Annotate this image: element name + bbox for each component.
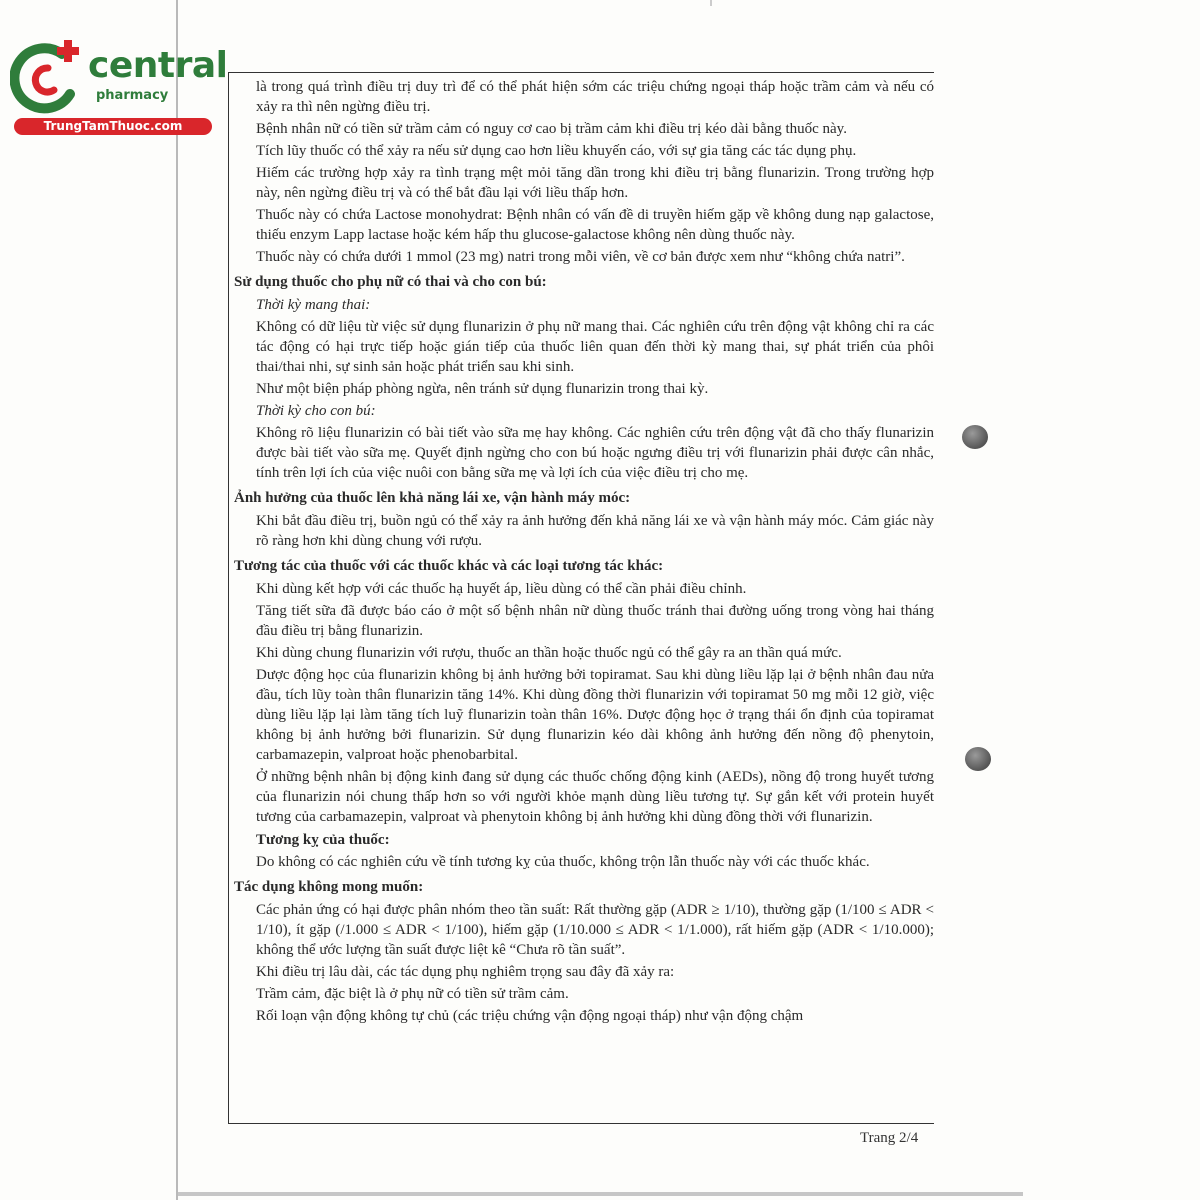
paragraph: Không có dữ liệu từ việc sử dụng flunarizin ở phụ nữ mang thai. Các nghiên cứu trên động vật không chỉ ra các tác động có hại trực tiếp hoặc gián tiếp của thuốc liên quan đến thời kỳ mang thai, sự phát triển của phôi thai/thai nhi, sự sinh sản hoặc phát triển sau khi sinh. <box>256 319 934 375</box>
paragraph: Khi dùng kết hợp với các thuốc hạ huyết áp, liều dùng có thể cần phải điều chỉnh. <box>256 581 747 597</box>
paragraph: Tích lũy thuốc có thể xảy ra nếu sử dụng cao hơn liều khuyến cáo, với sự gia tăng các tác dụng phụ. <box>256 143 857 159</box>
paragraph: Khi dùng chung flunarizin với rượu, thuốc an thần hoặc thuốc ngủ có thể gây ra an thần quá mức. <box>256 645 842 661</box>
binder-edge <box>176 0 178 1200</box>
paragraph: là trong quá trình điều trị duy trì để có thể phát hiện sớm các triệu chứng ngoại tháp hoặc trầm cảm và nếu có xảy ra thì nên ngừng điều trị. <box>256 79 934 115</box>
paragraph: Thuốc này có chứa Lactose monohydrat: Bệnh nhân có vấn đề di truyền hiếm gặp về không dung nạp galactose, thiếu enzym Lapp lactase hoặc kém hấp thu glucose-galactose không nên dùng thuốc này. <box>256 207 934 243</box>
logo-website: TrungTamThuoc.com <box>14 118 212 135</box>
section-heading: Sử dụng thuốc cho phụ nữ có thai và cho con bú: <box>234 274 547 290</box>
section-heading: Ảnh hưởng của thuốc lên khả năng lái xe, vận hành máy móc: <box>234 490 631 506</box>
central-pharmacy-logo <box>10 38 228 138</box>
subsection-heading: Thời kỳ mang thai: <box>256 297 371 313</box>
paragraph: Hiếm các trường hợp xảy ra tình trạng mệt mỏi tăng dần trong khi điều trị bằng flunarizin. Trong trường hợp này, nên ngừng điều trị và có thể bắt đầu lại với liều thấp hơn. <box>256 165 934 201</box>
punch-hole-top <box>962 425 988 449</box>
paragraph: Ở những bệnh nhân bị động kinh đang sử dụng các thuốc chống động kinh (AEDs), nồng độ trong huyết tương của flunarizin nói chung thấp hơn so với người khỏe mạnh dùng liều tương tự. Sự gắn kết với protein huyết tương của carbamazepin, valproat và phenytoin không bị ảnh hưởng khi dùng đồng thời với flunarizin. <box>256 769 934 825</box>
scan-mark <box>710 0 712 6</box>
logo-mark-icon <box>10 38 90 116</box>
page-bottom-edge <box>178 1192 1023 1196</box>
section-heading: Tương kỵ của thuốc: <box>256 832 390 848</box>
punch-hole-bottom <box>965 747 991 771</box>
paragraph: Trầm cảm, đặc biệt là ở phụ nữ có tiền sử trầm cảm. <box>256 986 569 1002</box>
paragraph: Bệnh nhân nữ có tiền sử trầm cảm có nguy cơ cao bị trầm cảm khi điều trị kéo dài bằng thuốc này. <box>256 121 847 137</box>
section-heading: Tác dụng không mong muốn: <box>234 879 424 895</box>
paragraph: Khi điều trị lâu dài, các tác dụng phụ nghiêm trọng sau đây đã xảy ra: <box>256 964 675 980</box>
document-page <box>228 72 934 1124</box>
paragraph: Như một biện pháp phòng ngừa, nên tránh sử dụng flunarizin trong thai kỳ. <box>256 381 709 397</box>
subsection-heading: Thời kỳ cho con bú: <box>256 403 376 419</box>
paragraph: Dược động học của flunarizin không bị ảnh hưởng bởi topiramat. Sau khi dùng liều lặp lại ở bệnh nhân đau nửa đầu, tích lũy toàn thân flunarizin tăng 14%. Khi dùng đồng thời flunarizin với topiramat 50 mg mỗi 12 giờ, việc dùng liều lặp lại làm tăng tích luỹ flunarizin toàn thân 16%. Dược động học ở trạng thái ổn định của topiramat không bị ảnh hưởng bởi flunarizin. Sử dụng flunarizin kéo dài không ảnh hưởng đến nồng độ phenytoin, carbamazepin, valproat hoặc phenobarbital. <box>256 667 934 763</box>
section-heading: Tương tác của thuốc với các thuốc khác và các loại tương tác khác: <box>234 558 664 574</box>
paragraph: Không rõ liệu flunarizin có bài tiết vào sữa mẹ hay không. Các nghiên cứu trên động vật đã cho thấy flunarizin được bài tiết vào sữa mẹ. Quyết định ngừng cho con bú hoặc ngưng điều trị với flunarizin phải được cân nhắc, tính trên lợi ích của việc nuôi con bằng sữa mẹ và lợi ích của việc điều trị cho mẹ. <box>256 425 934 481</box>
page-number: Trang 2/4 <box>860 1130 919 1146</box>
paragraph: Tăng tiết sữa đã được báo cáo ở một số bệnh nhân nữ dùng thuốc tránh thai đường uống trong vòng hai tháng đầu điều trị bằng flunarizin. <box>256 603 934 639</box>
logo-brand: central <box>88 45 228 86</box>
paragraph: Do không có các nghiên cứu về tính tương kỵ của thuốc, không trộn lẫn thuốc này với các thuốc khác. <box>256 854 870 870</box>
document-body <box>234 77 934 1028</box>
paragraph: Thuốc này có chứa dưới 1 mmol (23 mg) natri trong mỗi viên, về cơ bản được xem như “không chứa natri”. <box>256 249 905 265</box>
logo-subtitle: pharmacy <box>96 88 169 103</box>
paragraph: Các phản ứng có hại được phân nhóm theo tần suất: Rất thường gặp (ADR ≥ 1/10), thường gặp (1/100 ≤ ADR < 1/10), ít gặp (/1.000 ≤ ADR < 1/100), hiếm gặp (1/10.000 ≤ ADR < 1/1.000), rất hiếm gặp (ADR < 1/10.000); không thể ước lượng tần suất được liệt kê “Chưa rõ tần suất”. <box>256 902 934 958</box>
paragraph: Khi bắt đầu điều trị, buồn ngủ có thể xảy ra ảnh hưởng đến khả năng lái xe và vận hành máy móc. Cảm giác này rõ ràng hơn khi dùng chung với rượu. <box>256 513 934 549</box>
paragraph: Rối loạn vận động không tự chủ (các triệu chứng vận động ngoại tháp) như vận động chậm <box>256 1008 804 1024</box>
